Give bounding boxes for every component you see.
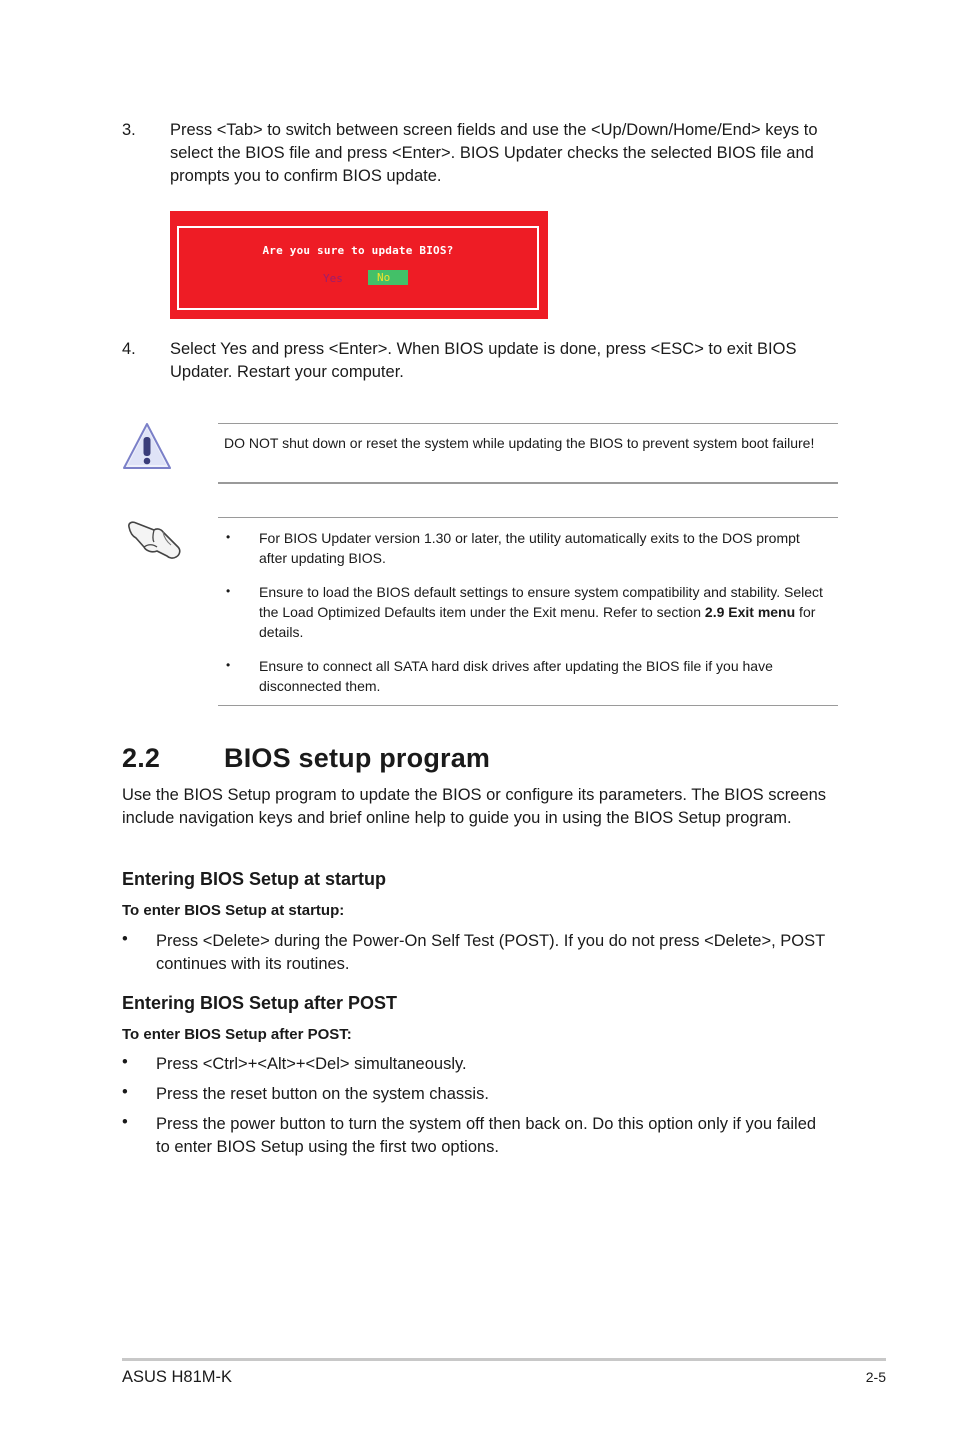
after-post-heading: Entering BIOS Setup after POST [122, 993, 398, 1013]
no-option[interactable]: No [368, 270, 408, 285]
bullet: • [122, 930, 128, 948]
note-bullet: • [226, 530, 231, 544]
dialog-question: Are you sure to update BIOS? [262, 244, 454, 257]
yes-option[interactable]: Yes [323, 272, 343, 285]
bios-update-dialog [170, 211, 548, 319]
startup-subheading: To enter BIOS Setup at startup: [122, 902, 345, 919]
after-post-bullet-1: Press <Ctrl>+<Alt>+<Del> simultaneously. [156, 1055, 467, 1073]
note-item-2-text-end: for details. [259, 604, 816, 640]
startup-bullet-1: Press <Delete> during the Power-On Self Test (POST). If you do not press <Delete>, POST continues with its routines. [156, 932, 825, 973]
section-reference: 2.9 Exit menu [704, 604, 796, 620]
after-post-bullet-3: Press the power button to turn the system off then back on. Do this option only if you failed to enter BIOS Setup using the first two options. [156, 1115, 817, 1156]
step-number: 3. [122, 121, 136, 139]
note-item-1: For BIOS Updater version 1.30 or later, the utility automatically exits to the DOS prompt after updating BIOS. [259, 530, 800, 566]
note-bullet: • [226, 658, 231, 672]
bullet: • [122, 1053, 128, 1071]
dialog-frame [177, 226, 539, 310]
section-number: 2.2 [122, 743, 161, 773]
pointing-hand-icon [126, 514, 184, 560]
bullet: • [122, 1083, 128, 1101]
caution-text: DO NOT shut down or reset the system while updating the BIOS to prevent system boot failure! [224, 435, 815, 451]
caution-bottom-rule [218, 482, 838, 484]
note-item-2-text: Ensure to load the BIOS default settings to ensure system compatibility and stability. Select the Load Optimized Defaults item under the Exit menu. Refer to section [259, 584, 823, 620]
note-item-3: Ensure to connect all SATA hard disk drives after updating the BIOS file if you have disconnected them. [259, 658, 773, 694]
caution-top-rule [218, 423, 838, 424]
after-post-subheading: To enter BIOS Setup after POST: [122, 1026, 352, 1043]
warning-triangle-icon [122, 422, 172, 470]
note-top-rule [218, 517, 838, 518]
step-text: Press <Tab> to switch between screen fields and use the <Up/Down/Home/End> keys to select the BIOS file and press <Enter>. BIOS Updater checks the selected BIOS file and prompts you to confirm BIOS update. [170, 121, 818, 185]
step-text: Select Yes and press <Enter>. When BIOS update is done, press <ESC> to exit BIOS Updater. Restart your computer. [170, 340, 797, 381]
footer-model: ASUS H81M-K [122, 1368, 233, 1386]
note-bottom-rule [218, 705, 838, 706]
section-title: BIOS setup program [224, 743, 491, 773]
page-number: 2-5 [865, 1369, 886, 1385]
note-item-2 [259, 582, 829, 642]
startup-heading: Entering BIOS Setup at startup [122, 869, 387, 889]
bullet: • [122, 1113, 128, 1131]
after-post-bullet-2: Press the reset button on the system chassis. [156, 1085, 489, 1103]
step-number: 4. [122, 340, 136, 358]
footer-rule [122, 1358, 886, 1361]
section-intro: Use the BIOS Setup program to update the BIOS or configure its parameters. The BIOS screens include navigation keys and brief online help to guide you in using the BIOS Setup program. [122, 786, 827, 827]
note-bullet: • [226, 584, 231, 598]
